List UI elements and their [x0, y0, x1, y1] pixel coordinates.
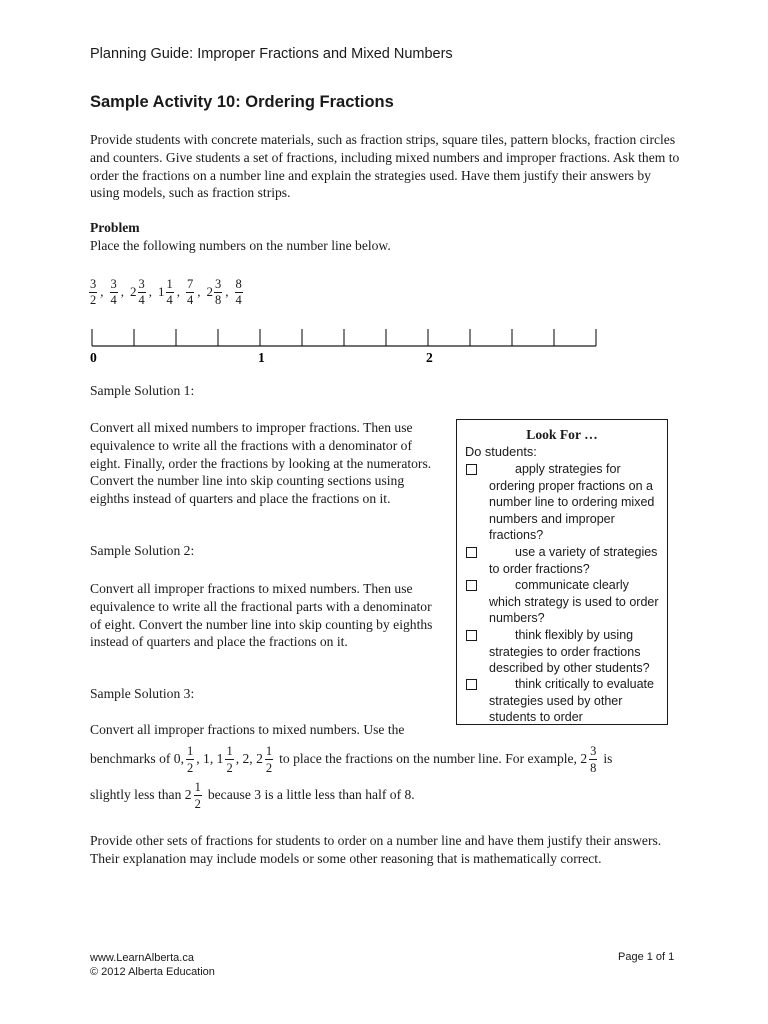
- solution-3-benchmarks-line: [90, 740, 612, 778]
- solution-3-comparison-line: [90, 776, 415, 814]
- fraction-denominator: 4: [235, 292, 242, 307]
- comparison-prefix: slightly less than 2: [90, 787, 192, 802]
- number-line-label: 2: [426, 350, 433, 365]
- closing-paragraph: Provide other sets of fractions for students to order on a number line and have them justify their answers. Their explanation may include models or some other reasoning that is mathematically correct.: [90, 833, 662, 866]
- look-for-intro: Do students:: [465, 444, 537, 459]
- fraction-stack: [186, 277, 194, 308]
- fraction-numerator: 3: [110, 276, 117, 291]
- look-for-item: communicate clearly which strategy is used to order numbers?: [465, 577, 663, 627]
- fraction-numerator: 3: [215, 276, 222, 291]
- solution-2-text: Convert all improper fractions to mixed numbers. Then use equivalence to write all the fractional parts with a denominator of eight. Convert the number line into skip counting by eighths instead of quarters and place the fractions on it.: [90, 581, 433, 650]
- benchmarks-prefix: benchmarks of 0,: [90, 751, 184, 766]
- fraction-item: [110, 277, 131, 308]
- intro-paragraph: Provide students with concrete materials, such as fraction strips, square tiles, pattern blocks, fraction circles and counters. Give students a set of fractions, including mixed numbers and improper fractions. Ask them to order the fractions on a number line and explain the strategies used. Have them justify their answers by using models, such as fraction strips.: [90, 132, 680, 201]
- fraction-item: [207, 277, 235, 308]
- fraction-denominator: 4: [138, 292, 145, 307]
- solution-1-heading: Sample Solution 1:: [90, 383, 195, 398]
- footer-site-link[interactable]: www.LearnAlberta.ca: [90, 952, 194, 964]
- fraction-numerator: 1: [166, 276, 173, 291]
- fraction-one-half: $\frac{1}{2}$: [265, 743, 273, 775]
- fraction-stack: [89, 277, 97, 308]
- fraction-item: [130, 277, 158, 308]
- fraction-item: [89, 277, 110, 308]
- footer-left: [90, 951, 215, 979]
- fraction-separator: ,: [100, 284, 104, 299]
- benchmarks-separator: , 1, 1: [196, 751, 224, 766]
- number-line: [0, 320, 768, 370]
- fraction-stack: [235, 277, 243, 308]
- fraction-one-half: $\frac{1}{2}$: [194, 779, 201, 811]
- number-line-label: 0: [90, 350, 97, 365]
- fraction-numerator: 3: [138, 276, 145, 291]
- fraction-separator: ,: [225, 284, 229, 299]
- fraction-denominator: 2: [90, 292, 97, 307]
- problem-instruction: Place the following numbers on the number line below.: [90, 238, 391, 253]
- solution-3-text-line: Convert all improper fractions to mixed numbers. Use the: [90, 722, 405, 737]
- fraction-numerator: 8: [235, 276, 242, 291]
- fraction-stack: [214, 277, 222, 308]
- fraction-three-eighths: $\frac{3}{8}$: [590, 743, 597, 775]
- benchmarks-is: is: [603, 751, 613, 766]
- look-for-item: apply strategies for ordering proper fractions on a number line to ordering mixed numbers and improper fractions?: [465, 461, 663, 544]
- checkbox-icon: [466, 547, 477, 558]
- fraction-separator: ,: [148, 284, 152, 299]
- fraction-denominator: 4: [166, 292, 173, 307]
- fraction-stack: [138, 277, 146, 308]
- fraction-one-half: $\frac{1}{2}$: [226, 743, 233, 775]
- fraction-denominator: 4: [110, 292, 117, 307]
- fraction-numerator: 3: [90, 276, 97, 291]
- activity-title: Sample Activity 10: Ordering Fractions: [90, 93, 394, 111]
- solution-3-heading: Sample Solution 3:: [90, 686, 195, 701]
- fraction-numerator: 7: [187, 276, 194, 291]
- fraction-item: [158, 277, 186, 308]
- fraction-denominator: 8: [215, 292, 222, 307]
- look-for-item: think flexibly by using strategies to order fractions described by other students?: [465, 627, 663, 677]
- fraction-separator: ,: [176, 284, 180, 299]
- fraction-whole: 2: [130, 284, 137, 299]
- look-for-item: use a variety of strategies to order fractions?: [465, 544, 663, 577]
- look-for-title: Look For …: [526, 427, 598, 442]
- checkbox-icon: [466, 464, 477, 475]
- footer-copyright: © 2012 Alberta Education: [90, 966, 215, 978]
- checkbox-icon: [466, 630, 477, 641]
- problem-heading: Problem: [90, 220, 140, 235]
- solution-2-heading: Sample Solution 2:: [90, 543, 195, 558]
- fraction-separator: ,: [120, 284, 124, 299]
- fraction-one-half: $\frac{1}{2}$: [187, 743, 194, 775]
- checkbox-icon: [466, 679, 477, 690]
- fraction-denominator: 4: [187, 292, 194, 307]
- benchmarks-separator: , 2, 2: [235, 751, 263, 766]
- fraction-whole: 1: [158, 284, 165, 299]
- number-line-label: 1: [258, 350, 265, 365]
- fraction-stack: [166, 277, 174, 308]
- fraction-list: [89, 271, 243, 313]
- footer-page-number: Page 1 of 1: [618, 951, 675, 963]
- document-header: Planning Guide: Improper Fractions and Mixed Numbers: [90, 46, 453, 62]
- comparison-suffix: because 3 is a little less than half of 8.: [207, 787, 415, 802]
- fraction-item: [235, 277, 243, 308]
- look-for-item: think critically to evaluate strategies used by other students to order: [465, 676, 663, 726]
- fraction-separator: ,: [197, 284, 201, 299]
- solution-1-text: Convert all mixed numbers to improper fractions. Then use equivalence to write all the fractions with a denominator of eight. Finally, order the fractions by looking at the numerators. Convert the number line into skip counting sections using eighths instead of quarters and place the fractions on it.: [90, 420, 432, 507]
- checkbox-icon: [466, 580, 477, 591]
- fraction-whole: 2: [206, 284, 213, 299]
- look-for-box: [456, 419, 668, 725]
- benchmarks-suffix: to place the fractions on the number line. For example, 2: [279, 751, 588, 766]
- fraction-item: [186, 277, 207, 308]
- fraction-stack: [110, 277, 118, 308]
